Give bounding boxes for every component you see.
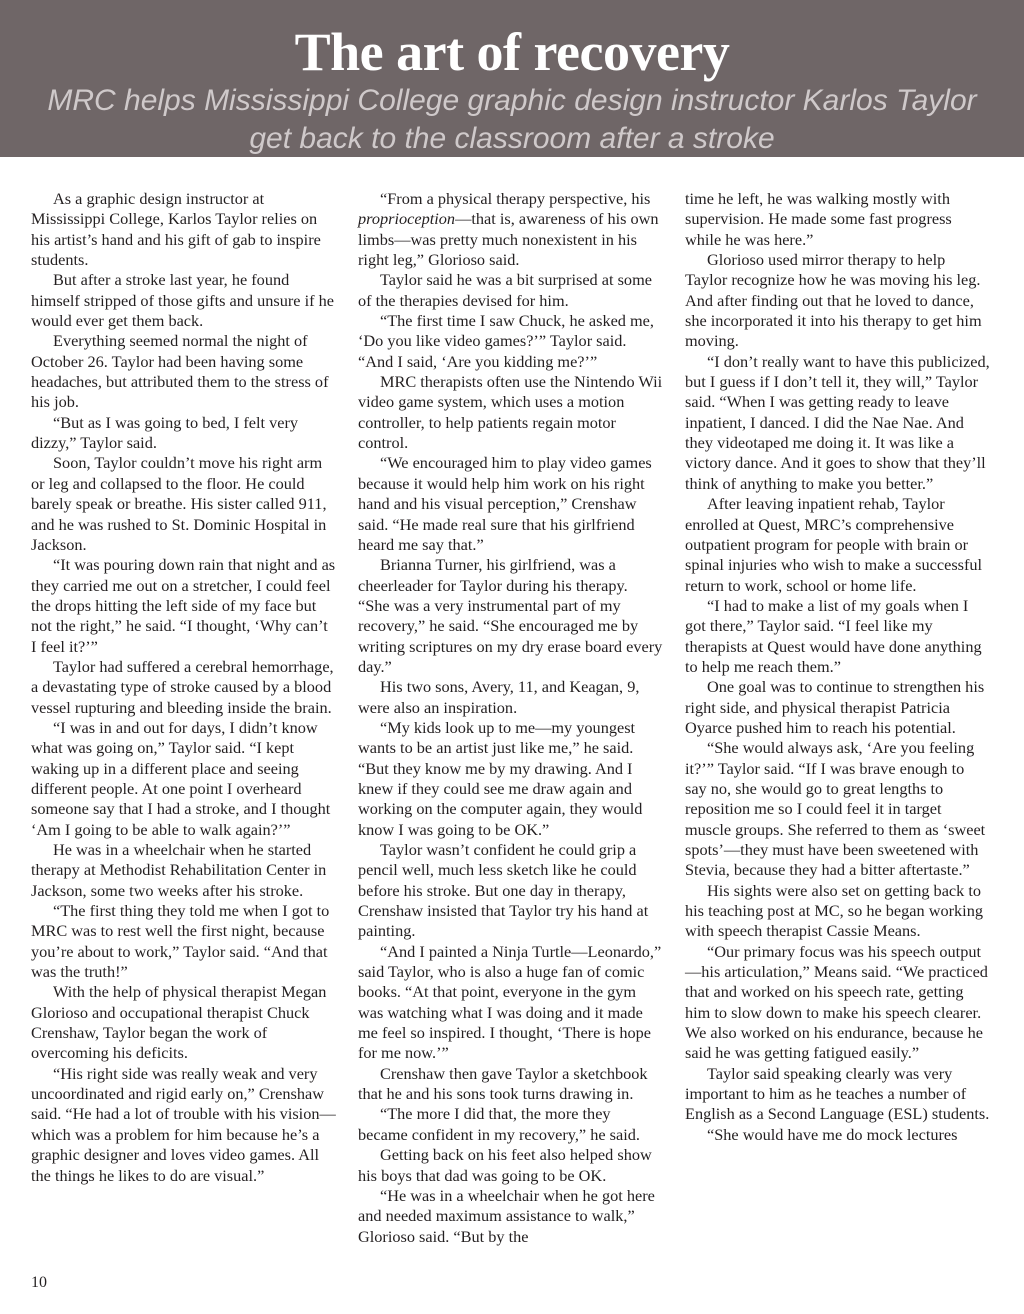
paragraph: “The more I did that, the more they became confident in my recovery,” he said. [358, 1104, 640, 1144]
paragraph: One goal was to continue to strengthen his right side, and physical therapist Patricia Oyarce pushed him to reach his potential. [685, 677, 985, 737]
paragraph-continued: time he left, he was walking mostly with supervision. He made some fast progress while he was here.” [685, 189, 952, 249]
paragraph: But after a stroke last year, he found himself stripped of those gifts and unsure if he would ever get them back. [31, 270, 334, 331]
header-banner [0, 0, 1024, 157]
paragraph: After leaving inpatient rehab, Taylor enrolled at Quest, MRC’s comprehensive outpatient program for people with brain or spinal injuries who wish to make a successful return to work, school or home life. [685, 494, 983, 595]
paragraph: “The first time I saw Chuck, he asked me, ‘Do you like video games?’” Taylor said. “And I said, ‘Are you kidding me?’” [358, 311, 654, 371]
paragraph: “My kids look up to me—my youngest wants to be an artist just like me,” he said. “But they know me by my drawing. And I knew if they could see me draw again and working on the computer again, they would know I was going to be OK.” [358, 717, 643, 839]
italic-term: proprioception [358, 209, 456, 229]
paragraph: MRC therapists often use the Nintendo Wii video game system, which uses a motion controller, to help patients regain motor control. [358, 372, 663, 453]
paragraph: His sights were also set on getting back to his teaching post at MC, so he began working with speech therapist Cassie Means. [685, 880, 983, 941]
paragraph: Taylor wasn’t confident he could grip a pencil well, much less sketch like he could before his stroke. But one day in therapy, Crenshaw insisted that Taylor try his hand at painting. [358, 840, 649, 941]
paragraph: “And I painted a Ninja Turtle—Leonardo,” said Taylor, who is also a huge fan of comic books. “At that point, everyone in the gym was watching what I was doing and it made me feel so inspired. I thought, ‘There is hope for me now.’” [358, 941, 662, 1063]
text-column-1 [31, 189, 336, 1186]
paragraph: “But as I was going to bed, I felt very dizzy,” Taylor said. [31, 412, 299, 453]
text-run: “From a physical therapy perspective, his [380, 189, 651, 208]
subtitle-line: MRC helps Mississippi College graphic design instructor Karlos Taylor [47, 84, 977, 117]
article-subtitle [0, 82, 1024, 157]
paragraph: “The first thing they told me when I got to MRC was to rest well the first night, because you’re about to work,” Taylor said. “And that was the truth!” [31, 901, 330, 982]
paragraph: Taylor had suffered a cerebral hemorrhage, a devastating type of stroke caused by a blood vessel rupturing and bleeding inside the brain. [31, 656, 334, 717]
paragraph: With the help of physical therapist Megan Glorioso and occupational therapist Chuck Crenshaw, Taylor began the work of overcoming his deficits. [31, 982, 327, 1063]
article-body [0, 189, 1024, 1259]
paragraph: Getting back on his feet also helped show his boys that dad was going to be OK. [358, 1145, 652, 1185]
paragraph: Crenshaw then gave Taylor a sketchbook that he and his sons took turns drawing in. [358, 1063, 648, 1104]
paragraph: “I had to make a list of my goals when I got there,” Taylor said. “I feel like my therapists at Quest would have done anything to help me reach them.” [685, 595, 982, 676]
paragraph: “She would have me do mock lectures [707, 1124, 958, 1144]
paragraph: “He was in a wheelchair when he got here and needed maximum assistance to walk,” Glorioso said. “But by the [358, 1185, 655, 1246]
paragraph: “We encouraged him to play video games because it would help him work on his right hand and his visual perception,” Crenshaw said. “He made real sure that his girlfriend heard me say that.” [358, 453, 652, 554]
paragraph: Glorioso used mirror therapy to help Taylor recognize how he was moving his leg. And after finding out that he loved to dance, she incorporated it into his therapy to get him moving. [685, 250, 982, 351]
text-column-2 [358, 189, 663, 1247]
paragraph: “I was in and out for days, I didn’t know what was going on,” Taylor said. “I kept waking up in a different place and seeing different people. At one point I overheard someone say that I had a stroke, and I thought ‘Am I going to be able to walk again?’” [31, 717, 331, 839]
paragraph: Brianna Turner, his girlfriend, was a cheerleader for Taylor during his therapy. “She was a very instrumental part of my recovery,” he said. “She encouraged me by writing scriptures on my dry erase board every day.” [358, 555, 663, 676]
paragraph: “It was pouring down rain that night and as they carried me out on a stretcher, I could feel the drops hitting the left side of my face but not the right,” he said. “I thought, ‘Why can’t I feel it?’” [31, 555, 336, 656]
page-number: 10 [31, 1274, 47, 1291]
paragraph: “I don’t really want to have this publicized, but I guess if I don’t tell it, they will,” Taylor said. “When I was getting ready to leave inpatient, I danced. I did the Nae Nae. And they videotaped me doing it. It was like a victory dance. And it goes to show that they’ll think of anything to make you better.” [685, 351, 990, 493]
article-title: The art of recovery [294, 22, 730, 82]
paragraph: He was in a wheelchair when he started therapy at Methodist Rehabilitation Center in Jackson, some two weeks after his stroke. [31, 840, 327, 900]
paragraph: Taylor said he was a bit surprised at some of the therapies devised for him. [358, 270, 652, 310]
paragraph: “She would always ask, ‘Are you feeling it?’” Taylor said. “If I was brave enough to say no, she would go to great lengths to reposition me so I could feel it in target muscle groups. She referred to them as ‘sweet spots’—they must have been sweetened with Stevia, because they had a bitter aftertaste.” [685, 738, 986, 880]
paragraph: Taylor said speaking clearly was very important to him as he teaches a number of English as a Second Language (ESL) students. [685, 1063, 990, 1124]
paragraph: His two sons, Avery, 11, and Keagan, 9, were also an inspiration. [358, 677, 640, 717]
paragraph: As a graphic design instructor at Mississippi College, Karlos Taylor relies on his artist’s hand and his gift of gab to inspire students. [31, 189, 321, 270]
paragraph: “His right side was really weak and very uncoordinated and rigid early on,” Crenshaw said. “He had a lot of trouble with his vision—which was a problem for him because he’s a graphic designer and loves video games. All the things he likes to do are visual.” [31, 1063, 336, 1185]
paragraph: Soon, Taylor couldn’t move his right arm or leg and collapsed to the floor. He could barely speak or breathe. His sister called 911, and he was rushed to St. Dominic Hospital in Jackson. [31, 453, 327, 554]
paragraph: “Our primary focus was his speech output—his articulation,” Means said. “We practiced that and worked on his speech rate, getting him to slow down to make his speech clearer. We also worked on his endurance, because he said he was getting fatigued easily.” [685, 941, 988, 1063]
paragraph: Everything seemed normal the night of October 26. Taylor had been having some headaches, but attributed them to the stress of his job. [31, 331, 329, 412]
text-run: —that is, awareness of his own limbs—was pretty much nonexistent in his right leg,” Glorioso said. [358, 209, 659, 270]
paragraph [358, 189, 663, 270]
subtitle-line: get back to the classroom after a stroke [249, 122, 775, 155]
text-column-3 [685, 189, 990, 1145]
